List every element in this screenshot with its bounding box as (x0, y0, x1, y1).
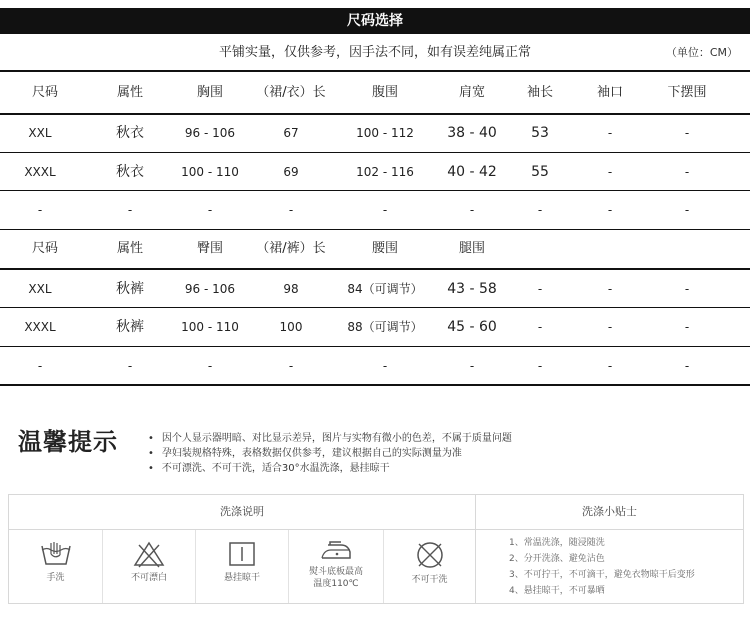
no-bleach-icon (132, 540, 166, 568)
tip-item: • 不可漂洗、不可干洗，适合30°水温洗涤，悬挂晾干 (148, 461, 512, 476)
washing-tip-item: 2、分开洗涤、避免沾色 (509, 554, 605, 564)
table-cell: 53 (531, 125, 549, 141)
table-cell: - (684, 282, 690, 296)
table-cell: - (607, 203, 613, 217)
care-icon-cell (384, 530, 475, 603)
unit-label: （单位：CM） (665, 46, 738, 59)
table-cell: - (684, 126, 690, 140)
table-cell: - (537, 320, 543, 334)
table-cell: 38 - 40 (447, 125, 497, 141)
table-cell: - (684, 320, 690, 334)
table-cell: 秋裤 (116, 319, 144, 335)
care-icon-label: 不可漂白 (130, 573, 167, 583)
table-cell: XXXL (24, 320, 56, 334)
washing-tips-list (509, 535, 695, 599)
header-cell: 腿围 (458, 241, 485, 256)
care-icon-cell (289, 530, 383, 603)
table-cell: 55 (531, 164, 549, 180)
header-cell: （裙/衣）长 (256, 85, 326, 100)
table-cell: 100 - 110 (181, 165, 239, 179)
table-cell: - (207, 359, 213, 373)
table-cell: 秋衣 (116, 125, 144, 141)
care-icon-cell (9, 530, 102, 603)
table-cell: 秋裤 (116, 281, 144, 297)
table-cell: - (607, 126, 613, 140)
table-cell: 102 - 116 (356, 165, 414, 179)
table-cell: XXL (28, 126, 52, 140)
table-cell: - (37, 359, 43, 373)
table-cell: - (607, 165, 613, 179)
table-cell: - (537, 203, 543, 217)
tip-item: • 因个人显示器明暗、对比显示差异，图片与实物有微小的色差，不属于质量问题 (148, 431, 512, 446)
care-icon-cell (196, 530, 288, 603)
washing-tip-item: 1、常温洗涤，随浸随洗 (509, 538, 605, 548)
table-cell: - (607, 359, 613, 373)
table-cell: - (127, 203, 133, 217)
table-cell: 43 - 58 (447, 281, 497, 297)
table-cell: 84（可调节） (347, 282, 423, 296)
header-cell: 袖口 (596, 85, 623, 100)
table-row (0, 114, 750, 152)
table-cell: - (288, 203, 294, 217)
iron-icon (319, 538, 353, 562)
table-cell: 100 - 112 (356, 126, 414, 140)
table-cell: 67 (283, 126, 299, 140)
table-row (0, 191, 750, 229)
header-cell: 下摆围 (667, 85, 707, 100)
table-cell: XXXL (24, 165, 56, 179)
table-cell: - (382, 203, 388, 217)
table-cell: 69 (283, 165, 299, 179)
header-cell: （裙/裤）长 (256, 241, 326, 256)
washing-tip-item: 4、悬挂晾干，不可暴晒 (509, 586, 605, 596)
header-cell: 胸围 (196, 85, 223, 100)
care-icon-label: 不可干洗 (411, 575, 448, 585)
table-cell: - (207, 203, 213, 217)
header-cell: 尺码 (31, 85, 58, 100)
table-cell: 45 - 60 (447, 319, 497, 335)
table-cell: - (537, 282, 543, 296)
table-row (0, 308, 750, 346)
table-cell: 100 - 110 (181, 320, 239, 334)
table-cell: - (382, 359, 388, 373)
table-cell: 100 (279, 320, 303, 334)
header-cell: 属性 (116, 241, 143, 256)
table-cell: 96 - 106 (184, 126, 236, 140)
size-chart-title: 尺码选择 (0, 8, 750, 34)
top-table-header (0, 74, 750, 112)
care-icon-label: 悬挂晾干 (223, 573, 260, 583)
table-cell: - (684, 165, 690, 179)
care-header-right: 洗涤小贴士 (582, 505, 637, 518)
care-instructions-box (8, 494, 744, 604)
table-cell: - (684, 203, 690, 217)
care-icon-label: 熨斗底板最高 (308, 567, 363, 577)
tips-list (148, 431, 512, 476)
table-cell: - (607, 320, 613, 334)
table-cell: XXL (28, 282, 52, 296)
washing-tip-item: 3、不可拧干，不可滴干，避免衣物晾干后变形 (509, 570, 695, 580)
table-cell: 40 - 42 (447, 164, 497, 180)
header-cell: 属性 (116, 85, 143, 100)
care-icon-label: 手洗 (46, 573, 65, 583)
table-cell: - (469, 203, 475, 217)
subtitle-row (0, 40, 750, 66)
table-cell: 秋衣 (116, 164, 144, 180)
table-cell: - (37, 203, 43, 217)
table-cell: - (127, 359, 133, 373)
table-cell: - (469, 359, 475, 373)
hand-wash-icon (39, 540, 73, 568)
table-row (0, 347, 750, 385)
table-cell: 88（可调节） (347, 320, 423, 334)
care-divider (475, 495, 476, 603)
table-cell: - (607, 282, 613, 296)
header-cell: 尺码 (31, 241, 58, 256)
hang-dry-icon (225, 540, 259, 568)
header-cell: 腹围 (371, 85, 398, 100)
measurement-note: 平铺实量，仅供参考，因手法不同，如有误差纯属正常 (218, 45, 531, 60)
header-cell: 腰围 (371, 241, 398, 256)
care-icon-cell (103, 530, 195, 603)
table-cell: 96 - 106 (184, 282, 236, 296)
header-cell: 袖长 (526, 85, 553, 100)
tips-title: 温馨提示 (18, 428, 118, 456)
care-icon-label: 温度110℃ (313, 579, 359, 589)
no-dry-clean-icon (413, 540, 447, 570)
table-cell: - (684, 359, 690, 373)
table-row (0, 270, 750, 308)
table-cell: - (537, 359, 543, 373)
table-cell: 98 (283, 282, 299, 296)
table-cell: - (288, 359, 294, 373)
header-cell: 肩宽 (458, 85, 485, 100)
header-cell: 臀围 (196, 241, 223, 256)
care-header-left: 洗涤说明 (220, 505, 264, 518)
bottom-table-header (0, 230, 750, 268)
tip-item: • 孕妇装规格特殊，表格数据仅供参考，建议根据自己的实际测量为准 (148, 446, 512, 461)
table-border-top (0, 70, 750, 72)
table-row (0, 153, 750, 191)
